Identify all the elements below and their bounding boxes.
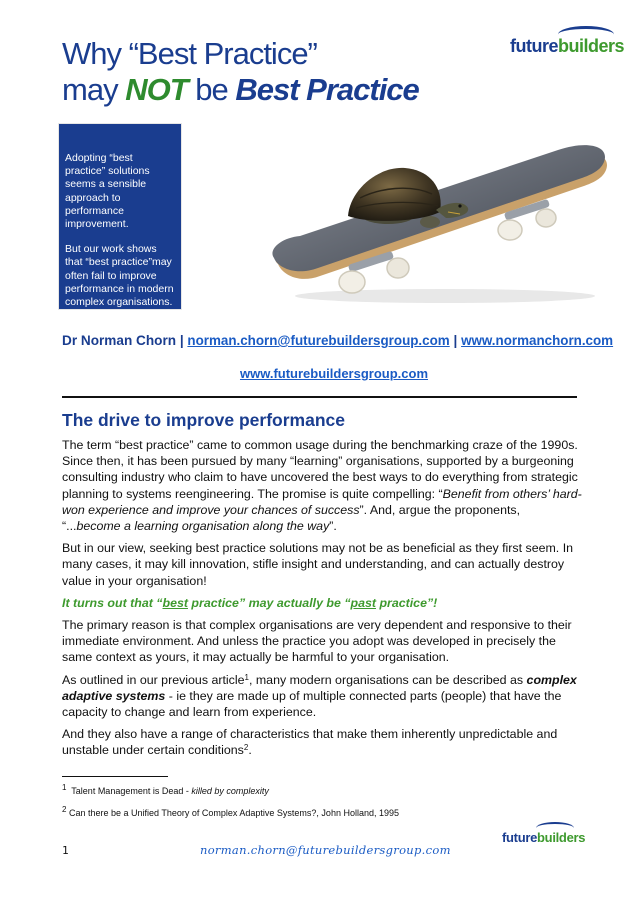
author-name: Dr Norman Chorn	[62, 333, 177, 348]
title-be: be	[187, 72, 236, 107]
author-email-link[interactable]: norman.chorn@futurebuildersgroup.com	[187, 333, 450, 348]
company-website-link[interactable]: www.futurebuildersgroup.com	[239, 366, 429, 381]
paragraph-6: And they also have a range of characteristics that make them inherently unpredictable and unstable under certain conditions$^2$.	[62, 727, 558, 758]
section-heading: The drive to improve performance	[62, 410, 345, 430]
header-divider	[62, 396, 577, 398]
underlined-past: past	[350, 595, 376, 610]
company-site-line	[62, 366, 606, 381]
footnote-divider	[62, 776, 168, 777]
logo-builders-text: builders	[558, 36, 625, 56]
futurebuilders-logo-footer	[502, 820, 586, 846]
footnote-1: $^1$ Talent Management is Dead - killed by complexity	[62, 783, 269, 796]
footer-email[interactable]: norman.chorn@futurebuildersgroup.com	[200, 843, 451, 857]
callout-paragraph-1: Adopting “best practice” solutions seems a sensible approach to performance improvement.	[65, 152, 150, 231]
paragraph-2: But in our view, seeking best practice solutions may not be as beneficial as they first seem. In many cases, it may kill innovation, stifle insight and understanding, and can actually destroy value in your organisation!	[62, 541, 574, 588]
separator: |	[449, 333, 462, 348]
turtle-on-skateboard-illustration	[260, 118, 620, 308]
paragraph-1: The term “best practice” came to common usage during the benchmarking craze of the 1990s. Since then, it has been pursued by many “learning” organisations, supported by a burgeoning consulting industry who claim to have uncovered the best ways to do everything from strategic planning to systems reengineering. The promise is quite compelling: “Benefit from others’ hard-won experience and improve your chances of success”. And, argue the proponents, “...become a learning organisation along the way”.	[62, 438, 582, 534]
footnote-2: $^2$ Can there be a Unified Theory of Complex Adaptive Systems?, John Holland, 1995	[62, 805, 399, 818]
title-line-1: Why “Best Practice”	[62, 36, 317, 71]
logo-future-text: future	[502, 830, 538, 845]
author-line	[62, 333, 622, 348]
article-body	[62, 437, 582, 765]
highlight-statement: It turns out that “best practice” may actually be “past practice”!	[62, 595, 438, 610]
logo-future-text: future	[510, 36, 558, 56]
callout-box	[58, 123, 182, 310]
paragraph-4: The primary reason is that complex organisations are very dependent and responsive to their immediate environment. And unless the practice you adopt was developed in precisely the same context as yours, it may actually be harmful to your organisation.	[62, 618, 572, 665]
logo-builders-text: builders	[537, 830, 586, 845]
separator: |	[176, 333, 188, 348]
underlined-best: best	[162, 595, 188, 610]
term-complex-adaptive-systems: complex adaptive systems	[62, 672, 577, 703]
footnote-ref-1[interactable]: 1	[244, 672, 249, 682]
page-number: 1	[62, 844, 69, 857]
quote-learning-organisation: become a learning organisation along the way	[76, 519, 330, 534]
title-best-practice: Best Practice	[235, 72, 419, 107]
callout-paragraph-2: But our work shows that “best practice”may often fail to improve performance in modern complex organisations.	[65, 243, 174, 309]
quote-benefit: Benefit from others’ hard-won experience and improve your chances of success	[62, 486, 582, 517]
footnote-ref-2[interactable]: 2	[243, 743, 249, 753]
title-may: may	[62, 72, 126, 107]
page-title	[62, 36, 522, 108]
paragraph-5: As outlined in our previous article$^1$, many modern organisations can be described as complex adaptive systems - ie they are made up of multiple connected parts (people) that have the capacity to change and learn from experience.	[62, 672, 577, 720]
title-not: NOT	[125, 72, 188, 107]
author-website-link[interactable]: www.normanchorn.com	[461, 333, 614, 348]
futurebuilders-logo	[510, 22, 625, 58]
title-line-2	[62, 72, 522, 108]
